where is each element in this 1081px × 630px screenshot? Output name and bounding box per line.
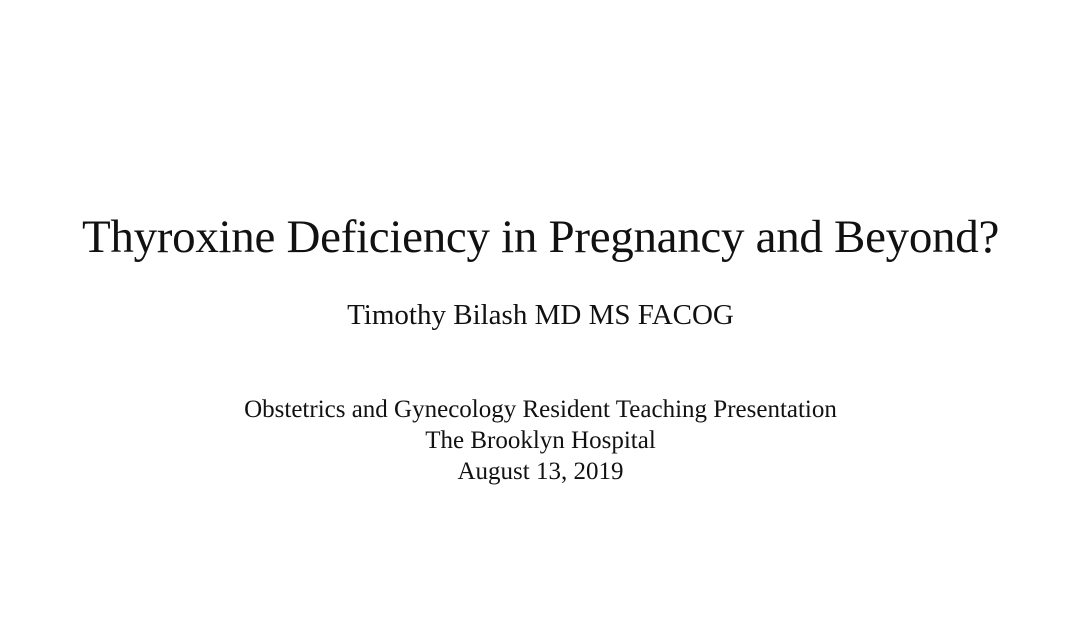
presentation-date: August 13, 2019 xyxy=(457,458,624,485)
author-name: Timothy Bilash MD MS FACOG xyxy=(347,299,734,331)
presentation-title: Thyroxine Deficiency in Pregnancy and Beyond? xyxy=(81,211,1000,263)
presentation-details xyxy=(0,394,1081,487)
institution-name: The Brooklyn Hospital xyxy=(425,427,656,454)
event-name: Obstetrics and Gynecology Resident Teaching Presentation xyxy=(244,396,837,423)
